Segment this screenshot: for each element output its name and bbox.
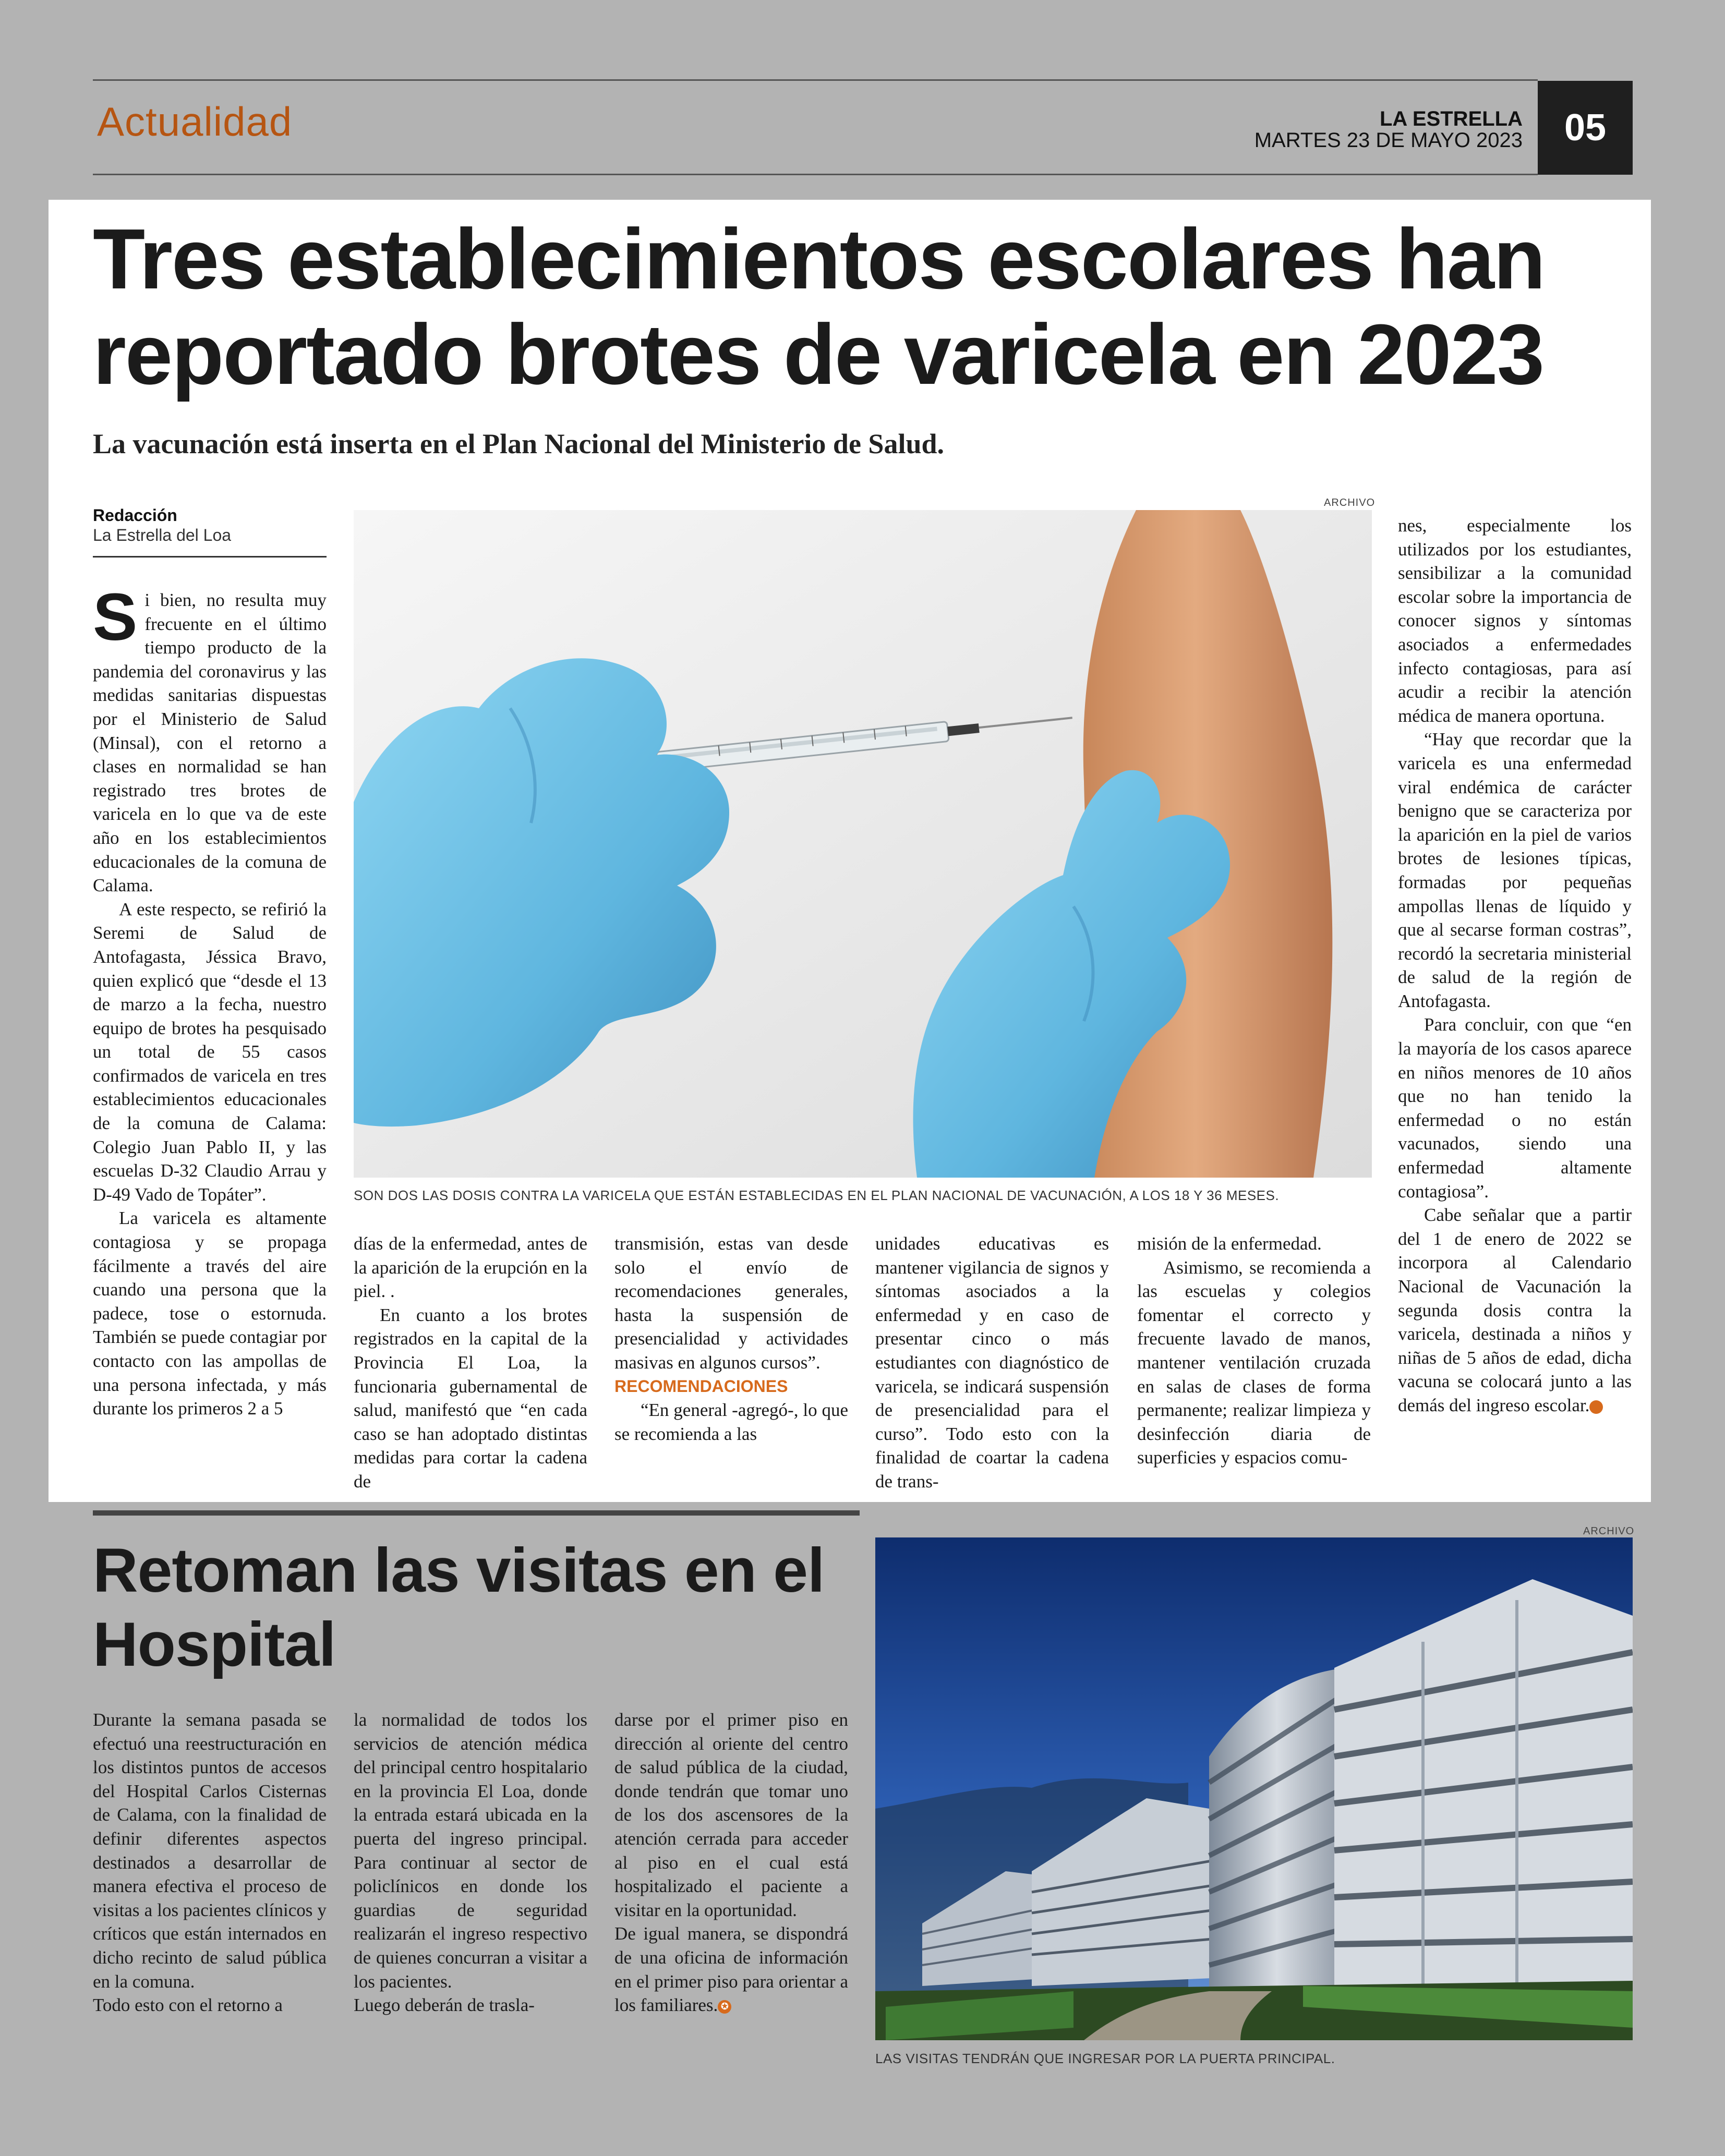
issue-date: MARTES 23 DE MAYO 2023 [1254, 129, 1523, 152]
paragraph: La varicela es altamente contagiosa y se propaga fácilmente a través del aire cuando una persona que la padece, tose o estornuda. También se puede contagiar por contacto con las ampollas de una persona infectada, y más durante los primeros 2 a 5 [93, 1208, 327, 1419]
section-subhead: RECOMENDACIONES [614, 1376, 788, 1396]
photo-caption: LAS VISITAS TENDRÁN QUE INGRESAR POR LA PUERTA PRINCIPAL. [875, 2051, 1335, 2066]
vaccination-illustration [354, 510, 1372, 1178]
paragraph: Asimismo, se recomienda a las escuelas y colegios fomentar el correcto y frecuente lavado de manos, mantener ventilación cruzada en salas de clases de forma permanente; realizar limpieza y desinfección diaria de superficies y espacios comu- [1137, 1257, 1371, 1468]
paragraph: unidades educativas es mantener vigilancia de signos y síntomas asociados a la enfermedad y en caso de presentar cinco o más estudiantes con diagnóstico de varicela, se indicará suspensión de presencialidad para el curso”. Todo esto con la finalidad de coartar la cadena de trans- [875, 1233, 1109, 1492]
bottom-column-1 [93, 1708, 327, 2073]
photo-credit: ARCHIVO [1583, 1525, 1635, 1537]
paragraph: i bien, no resulta muy frecuente en el último tiempo producto de la pandemia del coronavirus y las medidas sanitarias dispuestas por el Ministerio de Salud (Minsal), con el retorno a clases en normalidad se han registrado tres brotes de varicela en lo que va de este año en los establecimientos educacionales de la comuna de Calama. [93, 590, 327, 896]
page-number: 05 [1538, 81, 1633, 175]
bottom-article-rule [93, 1510, 860, 1516]
paragraph: Cabe señalar que a partir del 1 de enero de 2022 se incorpora al Calendario Nacional de Vacunación la segunda dosis contra la varicela, destinada a niños y niñas de 5 años de edad, dicha vacuna se colocará junto a las demás del ingreso escolar. [1398, 1205, 1632, 1415]
paragraph: transmisión, estas van desde solo el envío de recomendaciones generales, hasta la suspensión de presencialidad y actividades masivas en algunos cursos”. [614, 1233, 848, 1373]
paragraph: “Hay que recordar que la varicela es una enfermedad viral endémica de carácter benigno que se caracteriza por la aparición en la piel de varios brotes de lesiones típicas, formadas por pequeñas ampollas llenas de líquido y que al secarse forman costras”, recordó la secretaria ministerial de salud de la región de Antofagasta. [1398, 729, 1632, 1011]
paragraph: darse por el primer piso en dirección al oriente del centro de salud pública de la ciudad, donde tendrán que tomar uno de los dos ascensores de la atención cerrada para acceder al piso en el cual está hospitalizado el paciente a visitar en la oportunidad. [614, 1710, 848, 1920]
paragraph: Para concluir, con que “en la mayoría de los casos aparece en niños menores de 10 años que no han tenido la enfermedad o no están vacunados, siendo una enfermedad altamente contagiosa”. [1398, 1014, 1632, 1202]
photo-caption: SON DOS LAS DOSIS CONTRA LA VARICELA QUE ESTÁN ESTABLECIDAS EN EL PLAN NACIONAL DE VACUNACIÓN, A LOS 18 Y 36 MESES. [354, 1188, 1280, 1203]
header-bottom-rule [93, 174, 1538, 175]
paragraph: “En general -agregó-, lo que se recomienda a las [614, 1400, 848, 1444]
paragraph: Todo esto con el retorno a [93, 1995, 283, 2016]
article-column-2 [354, 1232, 587, 1498]
bottom-column-3 [614, 1708, 848, 2073]
article-column-6 [1398, 514, 1632, 1498]
star-circle-icon: ✪ [1589, 1400, 1603, 1414]
paragraph: Luego deberán de trasla- [354, 1995, 535, 2016]
byline-author: Redacción [93, 506, 177, 525]
hospital-photo [875, 1537, 1633, 2040]
star-circle-icon: ✪ [718, 2000, 731, 2014]
photo-credit: ARCHIVO [1324, 497, 1376, 508]
paragraph: días de la enfermedad, antes de la aparición de la erupción en la piel. . [354, 1233, 587, 1302]
paragraph: la normalidad de todos los servicios de atención médica del principal centro hospitalario en la provincia El Loa, donde la entrada estará ubicada en la puerta del ingreso principal. Para continuar al sector de policlínicos en donde los guardias de seguridad realizarán el ingreso respectivo de quienes concurran a visitar a los pacientes. [354, 1710, 587, 1992]
drop-cap: S [93, 588, 138, 655]
paragraph: En cuanto a los brotes registrados en la capital de la Provincia El Loa, la funcionaria gubernamental de salud, manifestó que “en cada caso se han adoptado distintas medidas para cortar la cadena de [354, 1304, 587, 1492]
paragraph: Durante la semana pasada se efectuó una reestructuración en los distintos puntos de accesos del Hospital Carlos Cisternas de Calama, con la finalidad de definir diferentes aspectos destinados a desarrollar de manera efectiva el proceso de visitas a los pacientes clínicos y críticos que están internados en dicho recinto de salud pública en la comuna. [93, 1710, 327, 1992]
paragraph: nes, especialmente los utilizados por los estudiantes, sensibilizar a la comunidad escolar sobre la importancia de conocer signos y síntomas asociados a enfermedades infecto contagiosas, para así acudir a recibir la atención médica de manera oportuna. [1398, 515, 1632, 726]
section-label: Actualidad [97, 99, 293, 144]
byline-rule [93, 556, 327, 558]
paragraph: misión de la enfermedad. [1137, 1233, 1322, 1254]
article-column-3 [614, 1232, 848, 1498]
paragraph: De igual manera, se dispondrá de una oficina de información en el primer piso para orientar a los familiares. [614, 1923, 848, 2016]
article-column-5 [1137, 1232, 1371, 1498]
byline-outlet: La Estrella del Loa [93, 526, 232, 544]
bottom-column-2 [354, 1708, 587, 2073]
header-top-rule [93, 79, 1538, 81]
paper-name: LA ESTRELLA [1379, 107, 1523, 130]
main-headline: Tres establecimientos escolares han reportado brotes de varicela en 2023 [93, 211, 1545, 402]
main-subhead: La vacunación está inserta en el Plan Nacional del Ministerio de Salud. [93, 428, 945, 459]
hospital-illustration [875, 1537, 1633, 2040]
article-column-4 [875, 1232, 1109, 1498]
bottom-headline: Retoman las visitas en el Hospital [93, 1535, 825, 1679]
article-column-1 [93, 588, 327, 1496]
paragraph: A este respecto, se refirió la Seremi de Salud de Antofagasta, Jéssica Bravo, quien explicó que “desde el 13 de marzo a la fecha, nuestro equipo de brotes ha pesquisado un total de 55 casos confirmados de varicela en tres establecimientos educacionales de la comuna de Calama: Colegio Juan Pablo II, y las escuelas D-32 Claudio Arrau y D-49 Vado de Topáter”. [93, 899, 327, 1205]
vaccination-photo [354, 510, 1372, 1178]
